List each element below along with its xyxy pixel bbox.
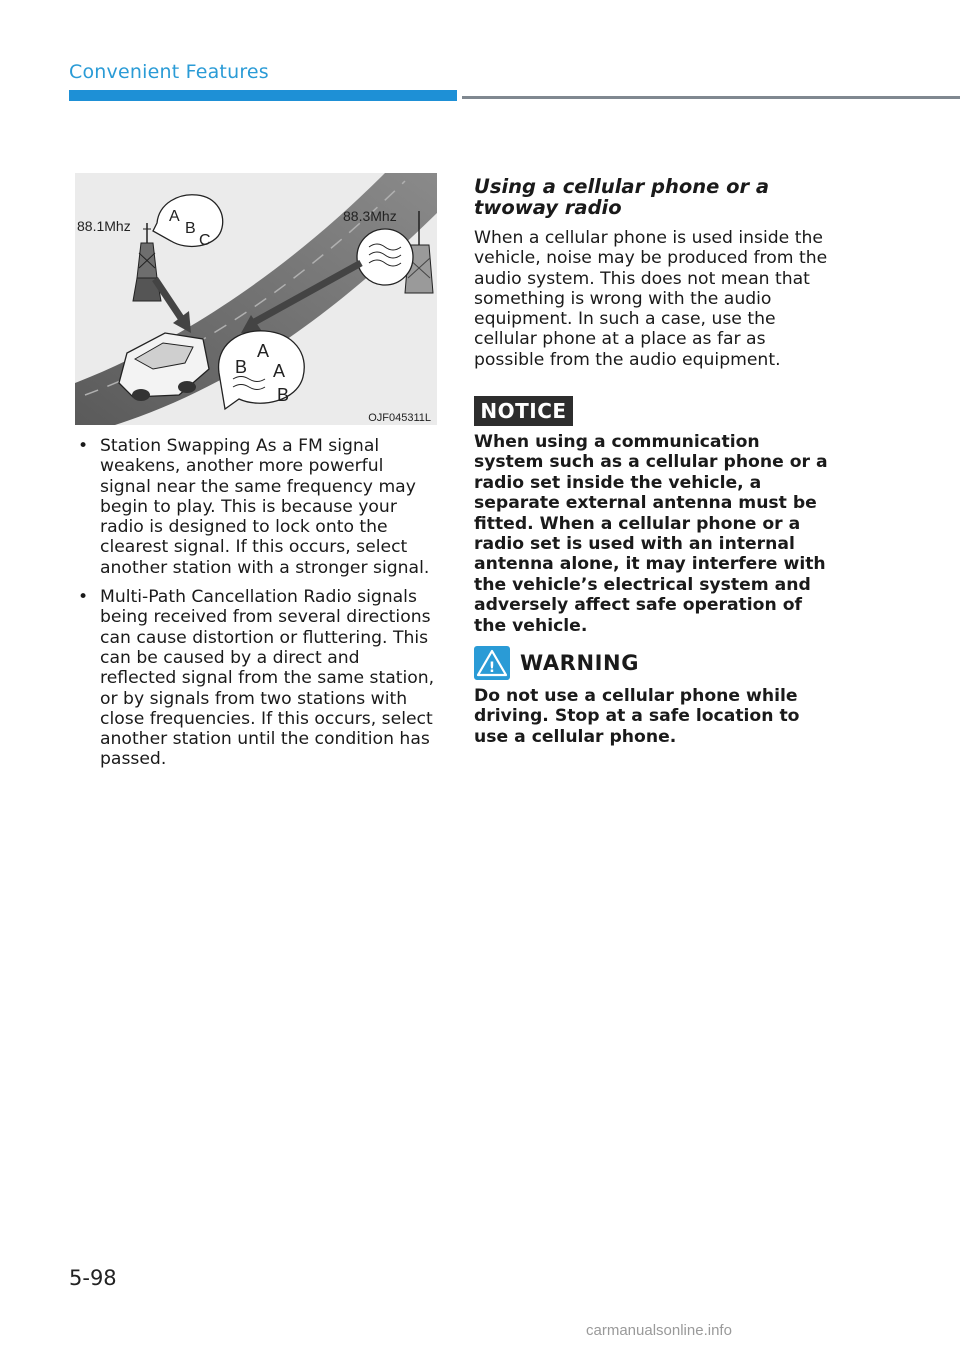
bullet-marker: • — [78, 436, 89, 456]
section-paragraph: When a cellular phone is used inside the vehicle, noise may be produced from the audio system. This does not mean that something is wrong with the audio equipment. In such a case, use the cellular phone at a place as far as possible from the audio equipment. — [474, 228, 828, 370]
left-column — [78, 436, 438, 779]
warning-header — [474, 646, 639, 680]
svg-text:!: ! — [488, 660, 496, 676]
fm-reception-illustration — [75, 173, 437, 425]
svg-text:A: A — [169, 208, 180, 225]
bullet-station-swapping — [78, 436, 438, 578]
svg-text:A: A — [257, 341, 270, 361]
bullet-marker: • — [78, 587, 89, 608]
section-heading: Using a cellular phone or a twoway radio — [474, 175, 770, 219]
svg-text:B: B — [277, 385, 290, 405]
freq-label-right: 88.3Mhz — [343, 208, 397, 224]
warning-text: Do not use a cellular phone while driving. Stop at a safe location to use a cellular phone. — [474, 686, 800, 747]
bullet-text: Station Swapping As a FM signal weakens, another more powerful signal near the same frequency may begin to play. This is because your radio is designed to lock onto the clearest signal. If this occurs, select another station with a stronger signal. — [100, 436, 430, 578]
bubble-waves — [357, 229, 413, 285]
page-number: 5-98 — [69, 1266, 117, 1290]
warning-triangle-icon — [474, 646, 510, 680]
header-rule-blue — [69, 90, 457, 101]
notice-badge: NOTICE — [474, 396, 573, 426]
warning-label: WARNING — [520, 651, 640, 675]
watermark: carmanualsonline.info — [586, 1322, 732, 1339]
svg-text:B: B — [235, 357, 248, 377]
notice-text: When using a communication system such as a cellular phone or a radio set inside the vehicle, a separate external antenna must be fitted. When a cellular phone or a radio set is used with an internal antenna alone, it may interfere with the vehicle’s electrical system and adversely affect safe operation of the vehicle. — [474, 432, 828, 636]
figure-code: OJF045311L — [368, 412, 431, 424]
bullet-text: Multi-Path Cancellation Radio signals being received from several directions can cause distortion or fluttering. This can be caused by a direct and reflected signal from the same station, or by signals from two stations with close frequencies. If this occurs, select another station until the condition has passed. — [100, 587, 435, 770]
bullet-multipath — [78, 587, 438, 770]
freq-label-left: 88.1Mhz — [77, 218, 131, 234]
header-rule-gray — [462, 96, 960, 99]
section-title: Convenient Features — [69, 61, 269, 83]
svg-text:C: C — [199, 232, 211, 249]
svg-text:A: A — [273, 361, 286, 381]
svg-text:B: B — [185, 220, 196, 237]
right-column — [474, 176, 834, 370]
